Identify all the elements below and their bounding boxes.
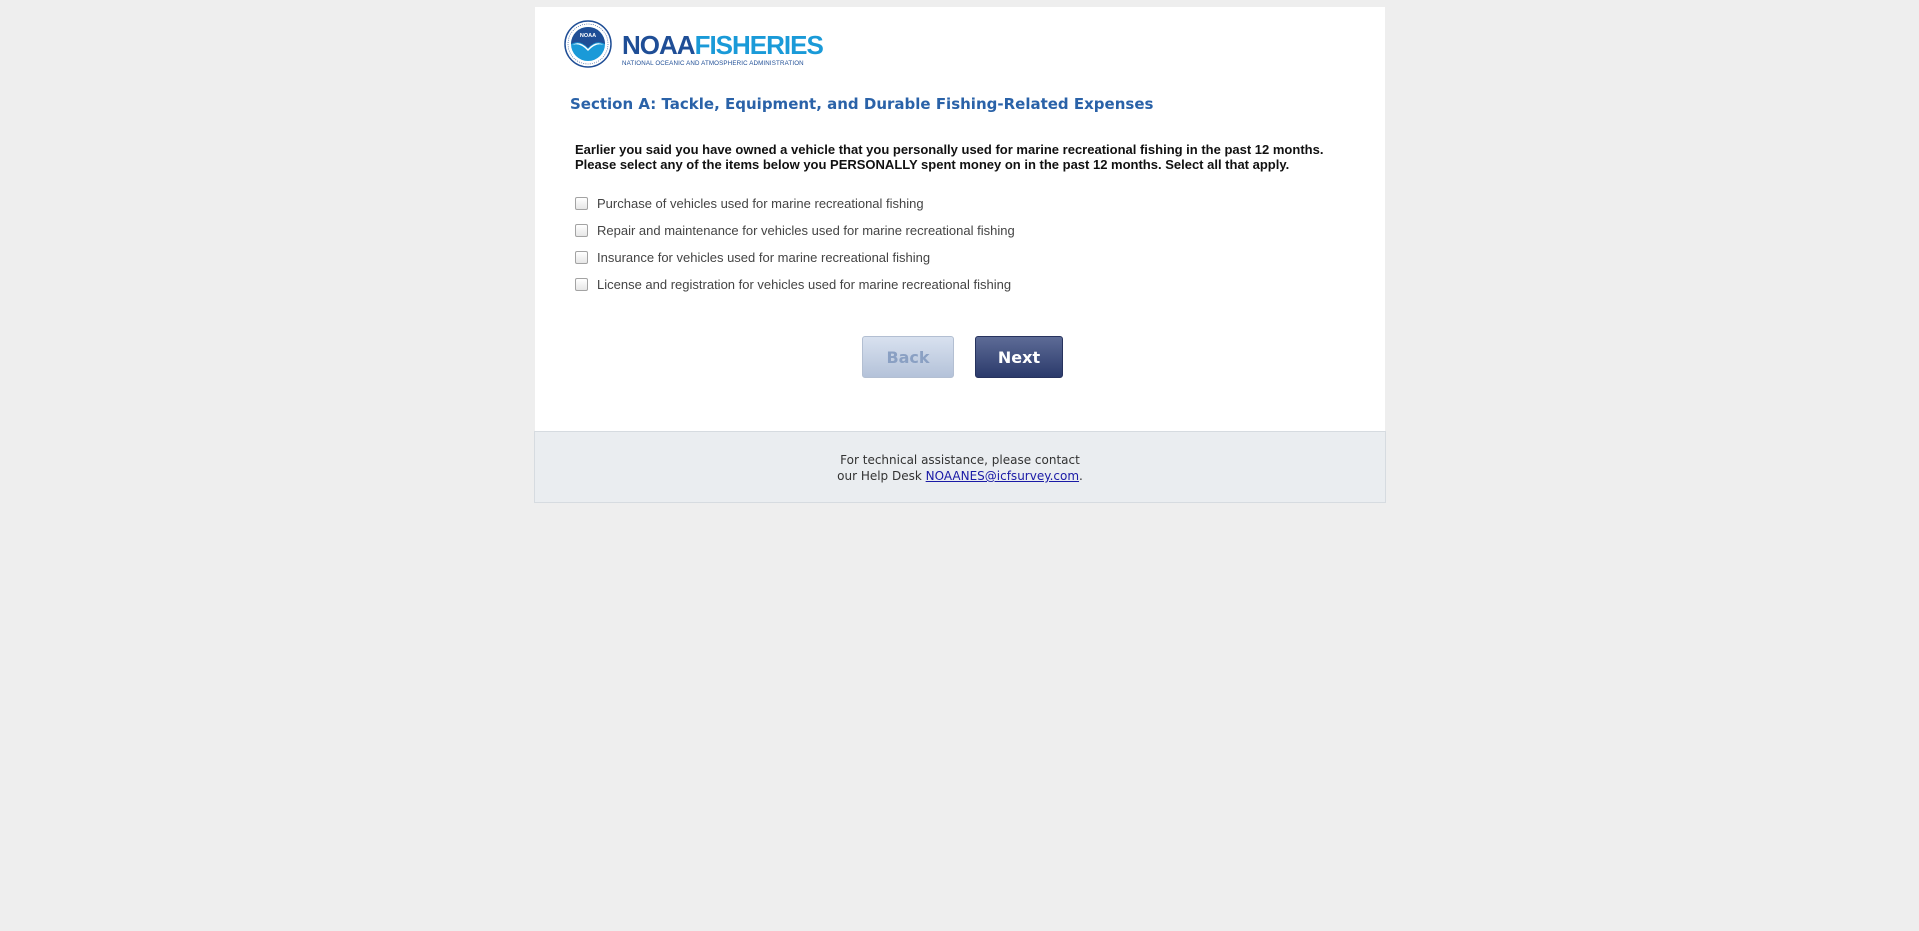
logo-text	[622, 32, 823, 67]
help-desk-email-link[interactable]: NOAANES@icfsurvey.com	[925, 469, 1080, 483]
footer-suffix: .	[1079, 469, 1083, 483]
spacer	[535, 379, 1385, 431]
header	[535, 7, 1385, 75]
option-label: License and registration for vehicles used for marine recreational fishing	[597, 277, 1012, 292]
seal-text: NOAA	[579, 33, 597, 39]
option-purchase-vehicles[interactable]	[575, 190, 1385, 217]
logo-subtitle: NATIONAL OCEANIC AND ATMOSPHERIC ADMINISTRATION	[622, 60, 804, 67]
option-repair-maintenance[interactable]	[575, 217, 1385, 244]
footer	[534, 431, 1386, 503]
option-insurance[interactable]	[575, 244, 1385, 271]
option-label: Purchase of vehicles used for marine recreational fishing	[597, 196, 924, 211]
question-line-2: Please select any of the items below you PERSONALLY spent money on in the past 12 months. Select all that apply.	[575, 157, 1290, 172]
footer-prefix: our Help Desk	[837, 469, 926, 483]
option-license-registration[interactable]	[575, 271, 1385, 298]
footer-line-2	[535, 468, 1385, 484]
checkbox[interactable]	[575, 278, 588, 291]
logo-title-noaa: NOAA	[622, 30, 695, 60]
checkbox[interactable]	[575, 251, 588, 264]
checkbox[interactable]	[575, 197, 588, 210]
option-label: Insurance for vehicles used for marine recreational fishing	[597, 250, 931, 265]
section-title: Section A: Tackle, Equipment, and Durable Fishing-Related Expenses	[570, 95, 1154, 113]
footer-line-1: For technical assistance, please contact	[840, 453, 1080, 467]
back-button[interactable]: Back	[862, 336, 954, 378]
noaa-seal-icon	[564, 20, 612, 68]
nav-buttons	[535, 336, 1385, 379]
survey-page	[535, 7, 1385, 503]
question-text	[575, 142, 1385, 172]
next-button[interactable]: Next	[975, 336, 1063, 378]
logo-title	[622, 32, 823, 58]
checkbox[interactable]	[575, 224, 588, 237]
options-list	[575, 190, 1385, 298]
option-label: Repair and maintenance for vehicles used for marine recreational fishing	[597, 223, 1015, 238]
logo-title-fisheries: FISHERIES	[694, 30, 823, 60]
question-line-1: Earlier you said you have owned a vehicle that you personally used for marine recreational fishing in the past 12 months.	[575, 142, 1324, 157]
